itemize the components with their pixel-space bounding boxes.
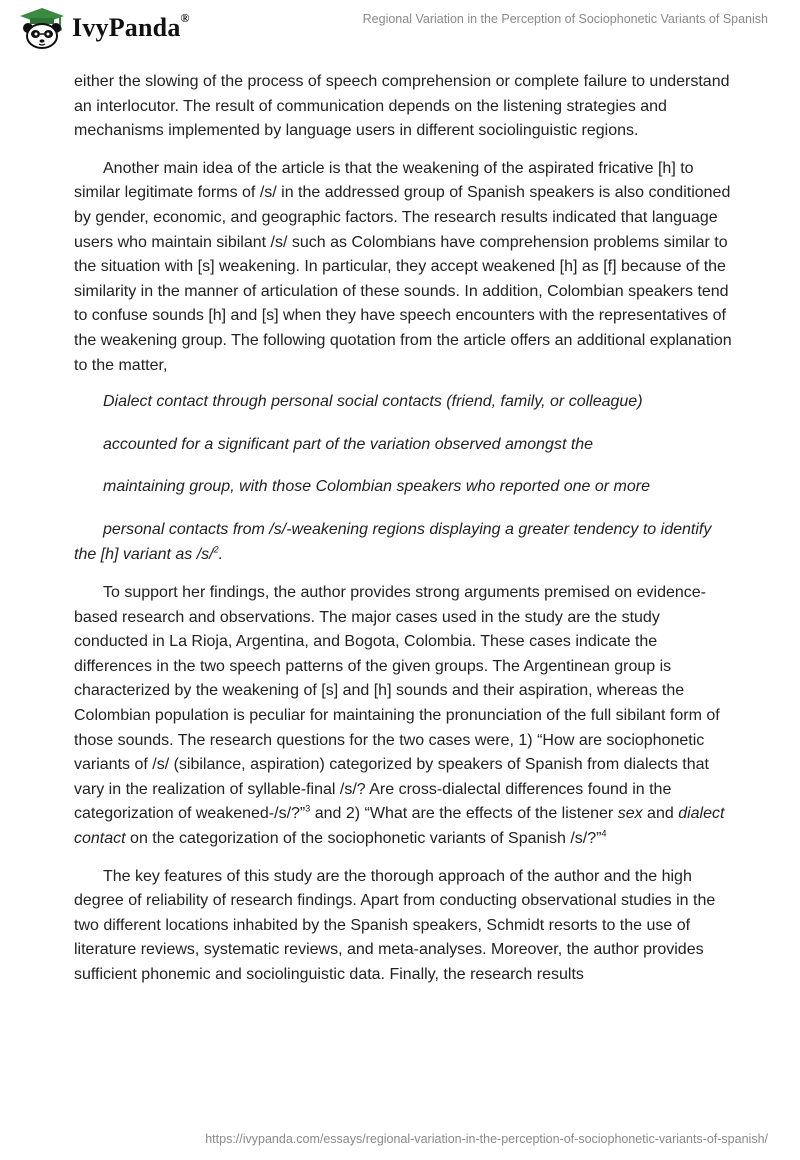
emphasis-sex: sex [617, 805, 643, 823]
paragraph-3-part-c: and [642, 805, 679, 823]
quote-line-1: Dialect contact through personal social contacts (friend, family, or colleague) [103, 393, 643, 411]
footnote-ref-3[interactable]: 3 [305, 804, 311, 815]
paragraph-3-part-d: on the categorization of the sociophonetic variants of Spanish /s/?” [125, 830, 602, 848]
essay-body [74, 70, 734, 988]
quote-line-4 [74, 518, 734, 567]
document-title: Regional Variation in the Perception of Sociophonetic Variants of Spanish [362, 12, 768, 26]
paragraph-4: The key features of this study are the thorough approach of the author and the high degree of reliability of research findings. Apart from conducting observational studies in the two different locations inhabited by the Spanish speakers, Schmidt resorts to the use of literature reviews, systematic reviews, and meta-analyses. Moreover, the author provides sufficient phonemic and sociolinguistic data. Finally, the research results [74, 867, 716, 983]
emphasis-dialect-contact: dialect contact [74, 805, 725, 848]
registered-mark: ® [180, 11, 190, 25]
panda-graduate-icon [16, 6, 68, 50]
quote-line-4-text: personal contacts from /s/-weakening regions displaying a greater tendency to identify the [h] variant as /s/ [74, 520, 712, 563]
footnote-ref-2[interactable]: 2 [213, 544, 219, 555]
logo-wordmark [72, 13, 190, 43]
footer-url[interactable]: https://ivypanda.com/essays/regional-variation-in-the-perception-of-sociophonetic-variants-of-spanish/ [205, 1132, 768, 1146]
page-header [0, 0, 800, 64]
paragraph-3 [74, 581, 734, 852]
paragraph-3-part-b: and 2) “What are the effects of the listener [310, 805, 618, 823]
logo-text: IvyPanda [72, 13, 181, 42]
paragraph-3-part-a: To support her findings, the author provides strong arguments premised on evidence-based research and observations. The major cases used in the study are the study conducted in La Rioja, Argentina, and Bogota, Colombia. These cases indicate the differences in the two speech patterns of the given groups. The Argentinean group is characterized by the weakening of [s] and [h] sounds and their aspiration, whereas the Colombian population is peculiar for maintaining the pronunciation of the full sibilant form of those sounds. The research questions for the two cases were, 1) “How are sociophonetic variants of /s/ (sibilance, aspiration) categorized by speakers of Spanish from dialects that vary in the realization of syllable-final /s/? Are cross-dialectal differences found in the categorization of weakened-/s/?” [74, 584, 720, 823]
paragraph-1: either the slowing of the process of speech comprehension or complete failure to understand an interlocutor. The result of communication depends on the listening strategies and mechanisms implemented by language users in different sociolinguistic regions. [74, 73, 730, 140]
ivypanda-logo[interactable] [16, 6, 190, 50]
paragraph-2: Another main idea of the article is that the weakening of the aspirated fricative [h] to similar legitimate forms of /s/ in the addressed group of Spanish speakers is also conditioned by gender, economic, and geographic factors. The research results indicated that language users who maintain sibilant /s/ such as Colombians have comprehension problems similar to the situation with [s] weakening. In particular, they accept weakened [h] as [f] because of the similarity in the manner of articulation of these sounds. In addition, Colombian speakers tend to confuse sounds [h] and [s] when they have speech encounters with the representatives of the weakening group. The following quotation from the article offers an additional explanation to the matter, [74, 159, 732, 374]
quote-line-3: maintaining group, with those Colombian speakers who reported one or more [103, 478, 650, 496]
quote-end: . [218, 545, 224, 563]
quote-line-2: accounted for a significant part of the variation observed amongst the [103, 435, 594, 453]
footnote-ref-4[interactable]: 4 [601, 828, 607, 839]
